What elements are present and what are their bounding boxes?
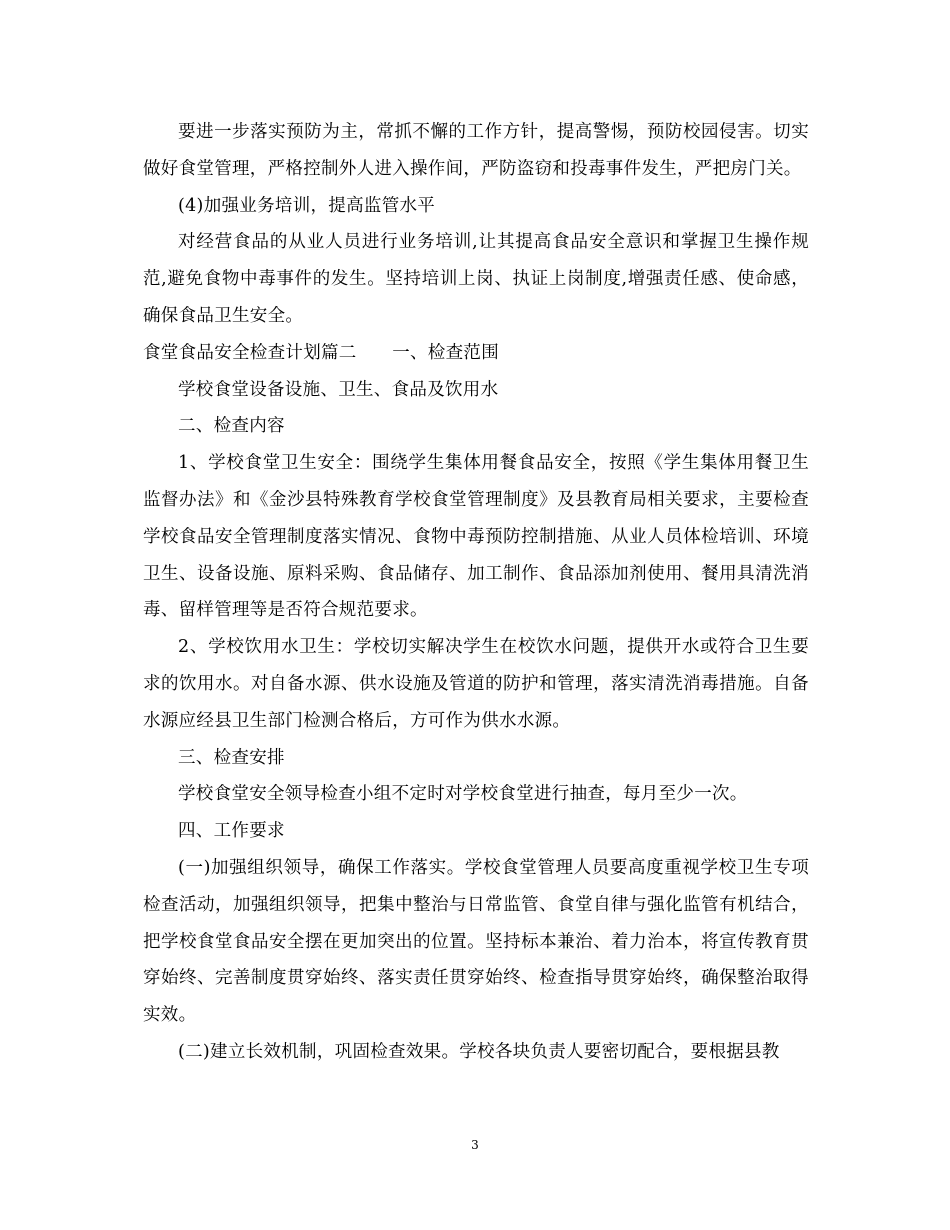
paragraph: 学校食堂安全领导检查小组不定时对学校食堂进行抽查，每月至少一次。 <box>178 784 748 805</box>
paragraph: 三、检查安排 <box>178 747 285 768</box>
paragraph: 四、工作要求 <box>178 821 285 842</box>
document-body <box>143 114 809 1071</box>
paragraph: 2、学校饮用水卫生：学校切实解决学生在校饮水问题，提供开水或符合卫生要求的饮用水。对自备水源、供水设施及管道的防护和管理，落实清洗消毒措施。自备水源应经县卫生部门检测合格后，方可作为供水水源。 <box>143 637 809 731</box>
paragraph: 要进一步落实预防为主，常抓不懈的工作方针，提高警惕，预防校园侵害。切实做好食堂管理，严格控制外人进入操作间，严防盗窃和投毒事件发生，严把房门关。 <box>143 122 809 179</box>
paragraph: 对经营食品的从业人员进行业务培训,让其提高食品安全意识和掌握卫生操作规范,避免食物中毒事件的发生。坚持培训上岗、执证上岗制度,增强责任感、使命感，确保食品卫生安全。 <box>143 232 809 326</box>
paragraph: (二)建立长效机制，巩固检查效果。学校各块负责人要密切配合，要根据县教 <box>178 1041 780 1062</box>
page-number: 3 <box>471 1138 479 1152</box>
paragraph: (4)加强业务培训，提高监管水平 <box>178 195 436 216</box>
paragraph: 食堂食品安全检查计划篇二 一、检查范围 <box>143 342 499 363</box>
paragraph: 学校食堂设备设施、卫生、食品及饮用水 <box>178 379 499 400</box>
paragraph: 1、学校食堂卫生安全：围绕学生集体用餐食品安全，按照《学生集体用餐卫生监督办法》和《金沙县特殊教育学校食堂管理制度》及县教育局相关要求，主要检查学校食品安全管理制度落实情况、食物中毒预防控制措施、从业人员体检培训、环境卫生、设备设施、原料采购、食品储存、加工制作、食品添加剂使用、餐用具清洗消毒、留样管理等是否符合规范要求。 <box>143 453 809 621</box>
paragraph: 二、检查内容 <box>178 416 285 437</box>
paragraph: (一)加强组织领导，确保工作落实。学校食堂管理人员要高度重视学校卫生专项检查活动，加强组织领导，把集中整治与日常监管、食堂自律与强化监管有机结合，把学校食堂食品安全摆在更加突出的位置。坚持标本兼治、着力治本，将宣传教育贯穿始终、完善制度贯穿始终、落实责任贯穿始终、检查指导贯穿始终，确保整治取得实效。 <box>143 857 809 1026</box>
